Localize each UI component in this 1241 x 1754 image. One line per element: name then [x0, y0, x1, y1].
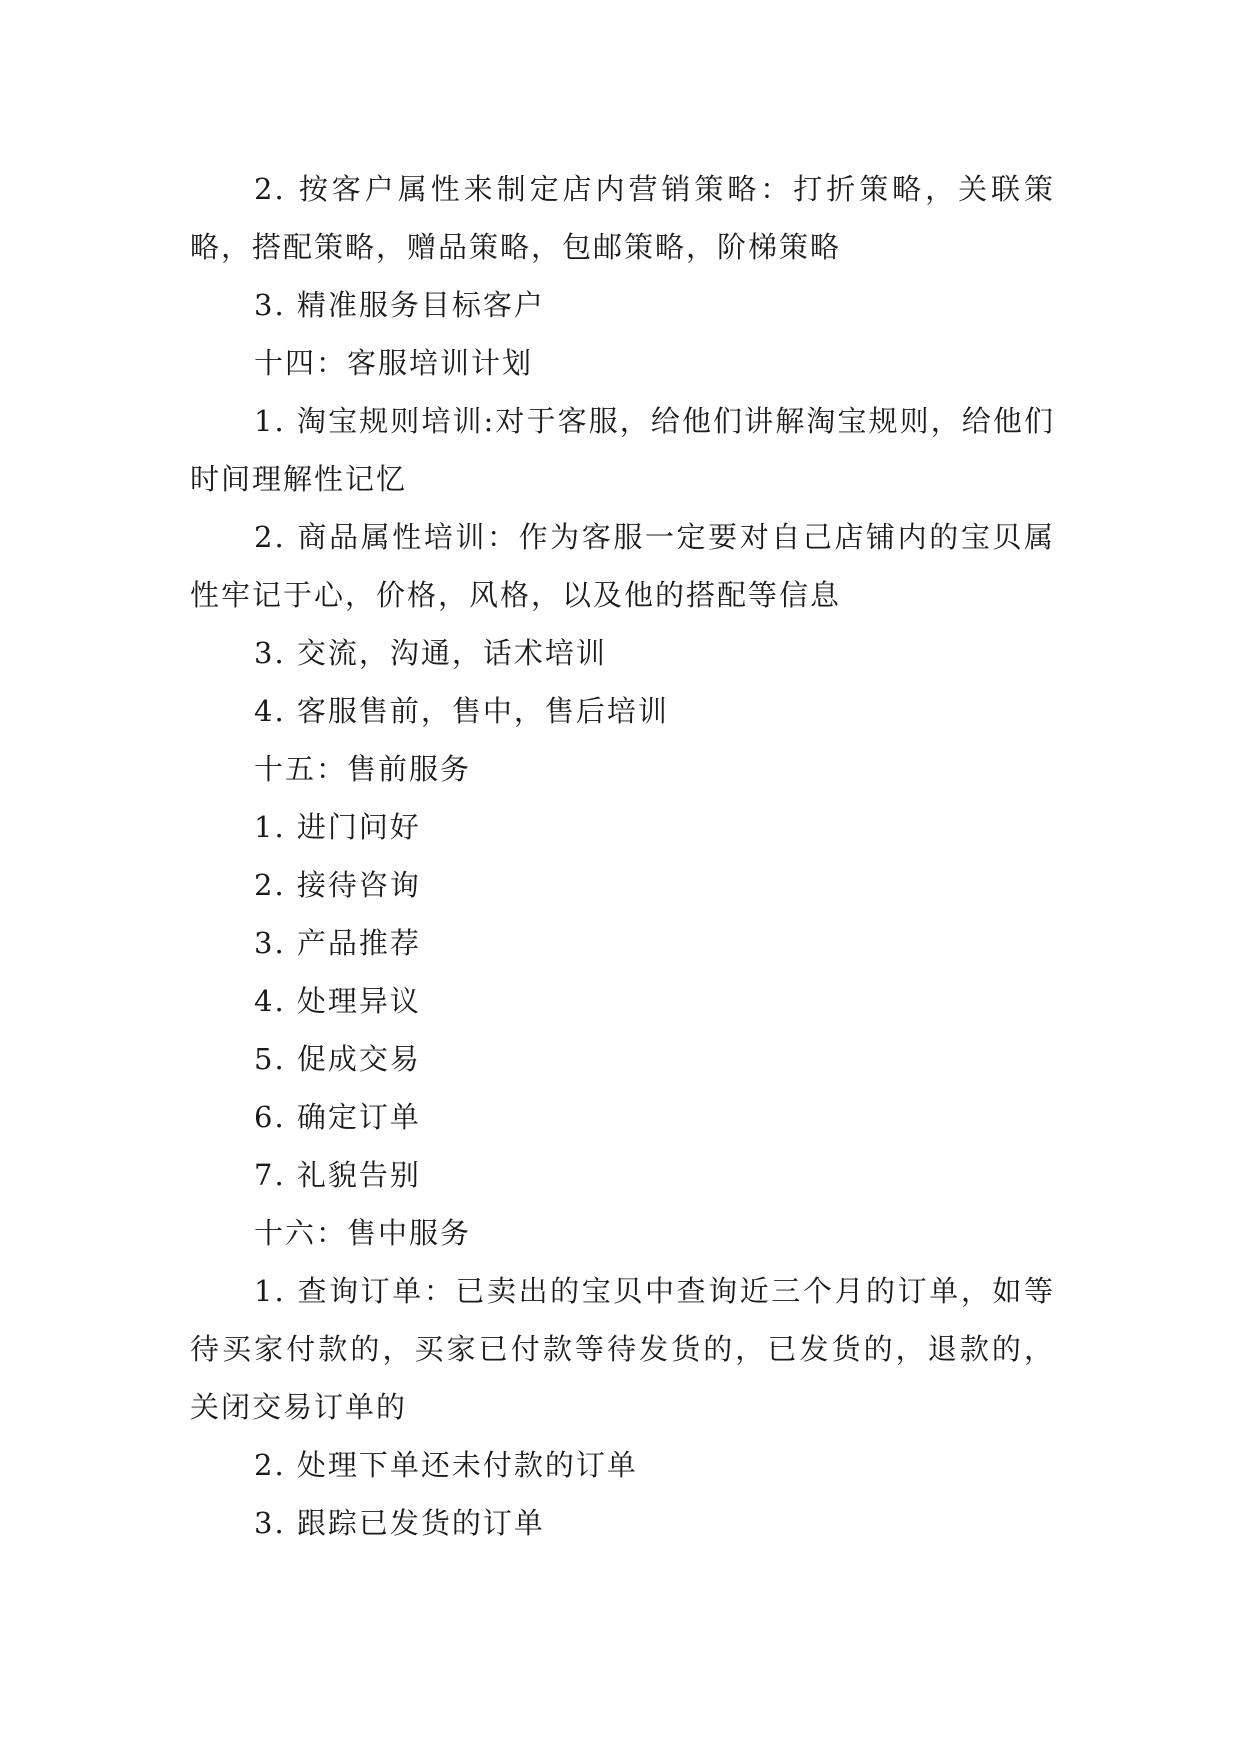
paragraph-unpaid-orders: 2. 处理下单还未付款的订单 [254, 1448, 638, 1482]
paragraph-sales-stage-training: 4. 客服售前，售中，售后培训 [254, 694, 669, 728]
paragraph-query-orders: 1. 查询订单：已卖出的宝贝中查询近三个月的订单，如等待买家付款的，买家已付款等待发货的，已发货的，退款的，关闭交易订单的 [190, 1274, 1055, 1424]
paragraph-target-customers: 3. 精准服务目标客户 [254, 288, 545, 322]
paragraph-taobao-rules-training: 1. 淘宝规则培训:对于客服，给他们讲解淘宝规则，给他们时间理解性记忆 [190, 404, 1055, 496]
list-item-greeting: 1. 进门问好 [254, 810, 421, 844]
list-item-recommendation: 3. 产品推荐 [254, 926, 421, 960]
list-item-consultation: 2. 接待咨询 [254, 868, 421, 902]
paragraph-track-shipped: 3. 跟踪已发货的订单 [254, 1506, 545, 1540]
list-item-confirm-order: 6. 确定订单 [254, 1100, 421, 1134]
paragraph-marketing-strategy: 2. 按客户属性来制定店内营销策略：打折策略，关联策略，搭配策略，赠品策略，包邮策略，阶梯策略 [190, 172, 1055, 264]
section-heading-15: 十五：售前服务 [254, 752, 472, 786]
paragraph-product-attribute-training: 2. 商品属性培训：作为客服一定要对自己店铺内的宝贝属性牢记于心，价格，风格，以及他的搭配等信息 [190, 520, 1055, 612]
section-heading-16: 十六：售中服务 [254, 1216, 472, 1250]
list-item-close-deal: 5. 促成交易 [254, 1042, 421, 1076]
list-item-objections: 4. 处理异议 [254, 984, 421, 1018]
section-heading-14: 十四：客服培训计划 [254, 346, 534, 380]
paragraph-communication-training: 3. 交流，沟通，话术培训 [254, 636, 607, 670]
document-body [190, 160, 1055, 1552]
list-item-farewell: 7. 礼貌告别 [254, 1158, 421, 1192]
